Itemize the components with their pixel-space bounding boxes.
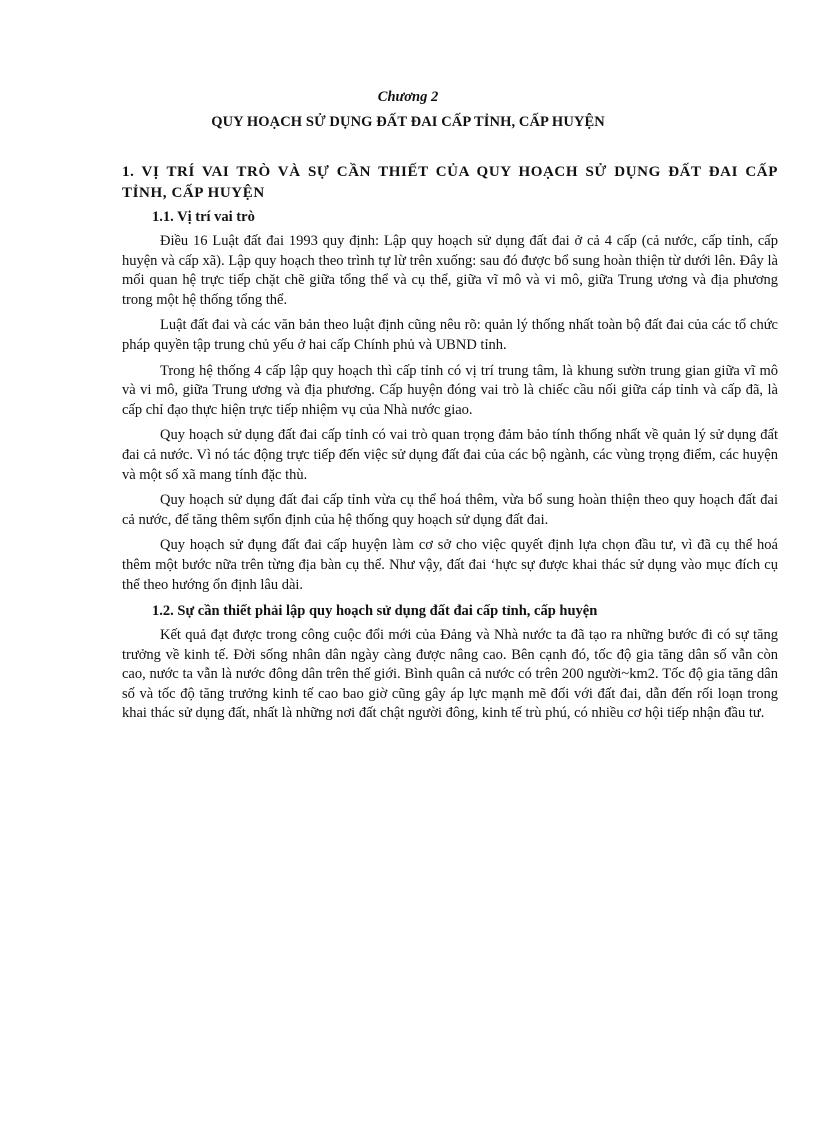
paragraph-1-1-d: Quy hoạch sử dụng đất đai cấp tỉnh có vai trò quan trọng đảm bảo tính thống nhất về quản lý sử dụng đất đai cả nước. Vì nó tác động trực tiếp đến việc sử dụng đất đai của các bộ ngành, các vùng trọng điểm, các huyện và một số xã mang tính đặc thù. xyxy=(122,427,778,483)
subsection-1-2-heading: 1.2. Sự cần thiết phải lập quy hoạch sử dụng đất đai cấp tỉnh, cấp huyện xyxy=(152,603,598,620)
paragraph-1-1-b: Luật đất đai và các văn bản theo luật định cũng nêu rõ: quản lý thống nhất toàn bộ đất đai của các tổ chức pháp quyền tập trung chủ yếu ở hai cấp Chính phủ và UBND tỉnh. xyxy=(122,317,778,353)
paragraph-1-2-a: Kết quả đạt được trong công cuộc đổi mới của Đảng và Nhà nước ta đã tạo ra những bước đi có sự tăng trưởng về kinh tế. Đời sống nhân dân ngày càng được nâng cao. Bên cạnh đó, tốc độ gia tăng dân số vẫn còn cao, nước ta vẫn là nước đông dân trên thế giới. Bình quân cả nước có trên 200 người~km2. Tốc độ gia tăng dân số và tốc độ tăng trưởng kinh tế cao bao giờ cũng gây áp lực mạnh mẽ đối với đất đai, dẫn đến rối loạn trong khai thác sử dụng đất, nhất là những nơi đất chật người đông, kinh tế trù phú, có nhiều cơ hội tiếp nhận đầu tư. xyxy=(122,627,778,722)
paragraph-1-1-a: Điều 16 Luật đất đai 1993 quy định: Lập quy hoạch sử dụng đất đai ở cả 4 cấp (cả nước, cấp tỉnh, cấp huyện và cấp xã). Lập quy hoạch theo trình tự lừ trên xuống: sau đó được bổ sung hoàn thiện từ dưới lên. Đây là mối quan hệ trực tiếp chặt chẽ giữa tổng thể và cụ thể, giữa vĩ mô và vi mô, giữa Trung ương và địa phương trong một hệ thống tổng thể. xyxy=(122,233,778,308)
paragraph-1-1-c: Trong hệ thống 4 cấp lập quy hoạch thì cấp tỉnh có vị trí trung tâm, là khung sườn trung gian giữa vĩ mô và vi mô, giữa Trung ương và địa phương. Cấp huyện đóng vai trò là chiếc cầu nối giữa cáp tỉnh và cấp đã, là cấp chỉ đạo thực hiện trực tiếp nhiệm vụ của Nhà nước giao. xyxy=(122,362,778,418)
subsection-1-1-heading: 1.1. Vị trí vai trò xyxy=(152,209,255,225)
paragraph-1-1-f: Quy hoạch sử đụng đất đai cấp huyện làm cơ sở cho việc quyết định lựa chọn đầu tư, vì đã cụ thể hoá thêm một bước nữa trên từng địa bàn cụ thể. Như vậy, đất đai ‘hực sự được khai thác sử dụng vào mục đích cụ thể theo hướng ổn định lâu dài. xyxy=(122,537,778,593)
document-body xyxy=(122,162,778,730)
section-1-heading: 1. VỊ TRÍ VAI TRÒ VÀ SỰ CẦN THIẾT CỦA QUY HOẠCH SỬ DỤNG ĐẤT ĐAI CẤP TỈNH, CẤP HUYỆN xyxy=(122,164,778,201)
paragraph-1-1-e: Quy hoạch sử dụng đất đai cấp tỉnh vừa cụ thể hoá thêm, vừa bổ sung hoàn thiện theo quy hoạch đất đai cả nước, để tăng thêm sựổn định của hệ thống quy hoạch sử dụng đất đai. xyxy=(122,492,778,528)
chapter-label: Chương 2 xyxy=(377,89,439,105)
chapter-title: QUY HOẠCH SỬ DỤNG ĐẤT ĐAI CẤP TỈNH, CẤP HUYỆN xyxy=(211,114,605,130)
